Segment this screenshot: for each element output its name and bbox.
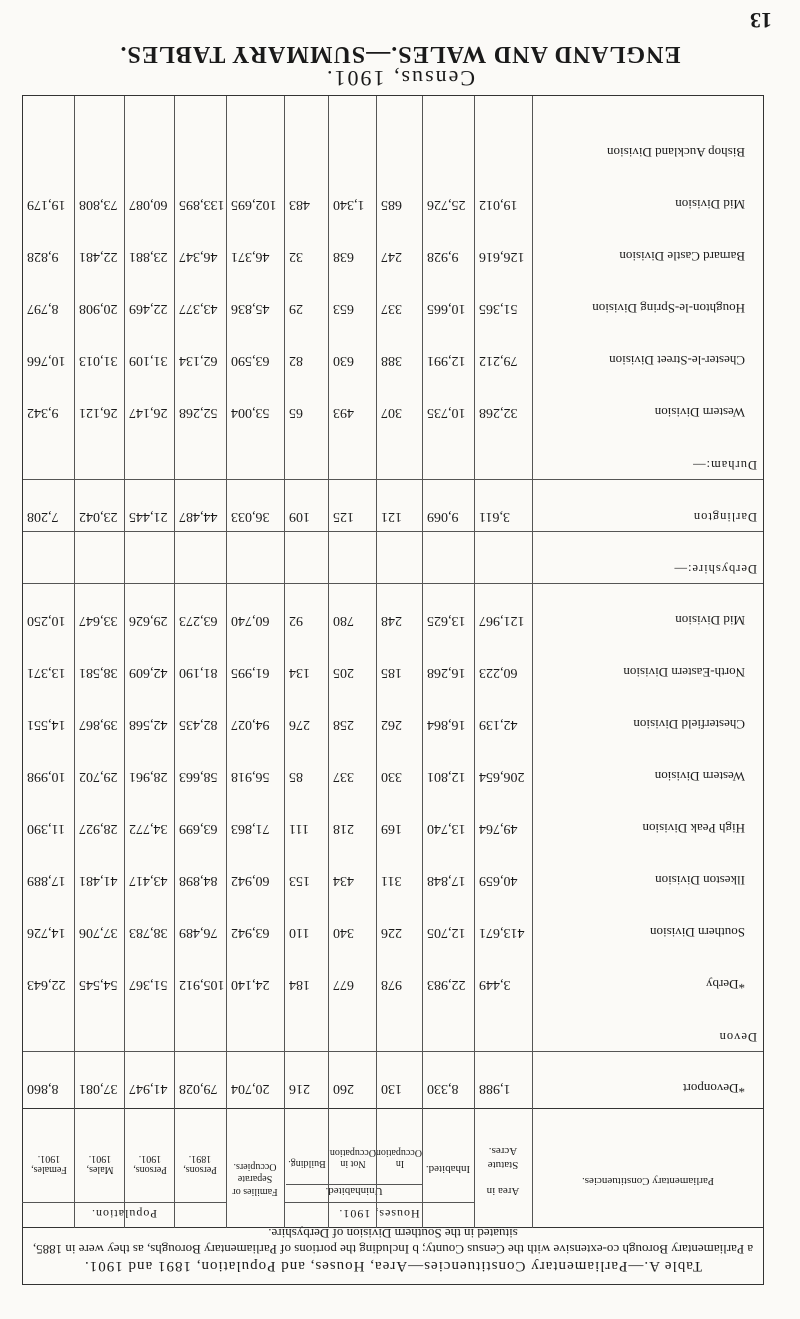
cell-in_occ: 685 xyxy=(381,197,402,212)
cell-not_occ: 218 xyxy=(333,821,354,836)
cell-families: 61,995 xyxy=(231,665,270,680)
cell-building: 216 xyxy=(289,1081,310,1096)
header-males: Males, 1901. xyxy=(86,1153,114,1175)
cell-females: 10,250 xyxy=(27,613,66,628)
cell-building: 29 xyxy=(289,301,303,316)
table-row xyxy=(23,918,763,940)
cell-inhabited: 9,928 xyxy=(427,249,459,264)
header-inhabited: Inhabited. xyxy=(425,1163,471,1175)
cell-p1891: 84,898 xyxy=(179,873,218,888)
cell-females: 14,551 xyxy=(27,717,66,732)
cell-p1891: 105,912 xyxy=(179,977,225,992)
constituency-name: North-Eastern Division xyxy=(623,665,745,680)
cell-p1891: 63,273 xyxy=(179,613,218,628)
constituency-name: Devon xyxy=(718,1030,757,1044)
constituency-name: Ilkeston Division xyxy=(655,873,745,888)
cell-females: 22,643 xyxy=(27,977,66,992)
cell-in_occ: 337 xyxy=(381,301,402,316)
running-head: ENGLAND AND WALES.—SUMMARY TABLES. xyxy=(119,41,681,67)
cell-in_occ: 121 xyxy=(381,509,402,524)
header-constituency xyxy=(533,1109,763,1227)
cell-inhabited: 13,740 xyxy=(427,821,466,836)
section-rule xyxy=(23,479,763,480)
table-row xyxy=(23,606,763,628)
constituency-name: *Devonport xyxy=(682,1081,745,1096)
cell-males: 38,581 xyxy=(79,665,118,680)
cell-p1891: 82,435 xyxy=(179,717,218,732)
cell-inhabited: 16,864 xyxy=(427,717,466,732)
table-row xyxy=(23,450,763,472)
cell-building: 109 xyxy=(289,509,310,524)
table-row xyxy=(23,1022,763,1044)
cell-inhabited: 17,848 xyxy=(427,873,466,888)
cell-not_occ: 630 xyxy=(333,353,354,368)
cell-males: 29,702 xyxy=(79,769,118,784)
cell-p1901: 31,109 xyxy=(129,353,168,368)
cell-building: 184 xyxy=(289,977,310,992)
cell-females: 10,766 xyxy=(27,353,66,368)
cell-families: 63,942 xyxy=(231,925,270,940)
cell-p1901: 22,469 xyxy=(129,301,168,316)
cell-building: 110 xyxy=(289,925,310,940)
header-population-group: Population. xyxy=(22,1202,226,1221)
cell-acres: 1,988 xyxy=(479,1081,511,1096)
cell-inhabited: 22,983 xyxy=(427,977,466,992)
table-row xyxy=(23,710,763,732)
constituency-name: Darlington xyxy=(692,510,757,524)
cell-families: 60,942 xyxy=(231,873,270,888)
cell-in_occ: 130 xyxy=(381,1081,402,1096)
cell-building: 92 xyxy=(289,613,303,628)
cell-males: 20,908 xyxy=(79,301,118,316)
table-title-text: Table A.—Parliamentary Constituencies—Area, Houses, and Population, 1891 and 1901. xyxy=(84,1258,702,1274)
cell-not_occ: 638 xyxy=(333,249,354,264)
cell-males: 39,867 xyxy=(79,717,118,732)
cell-p1901: 21,445 xyxy=(129,509,168,524)
cell-acres: 32,268 xyxy=(479,405,518,420)
cell-families: 53,004 xyxy=(231,405,270,420)
cell-males: 28,927 xyxy=(79,821,118,836)
cell-not_occ: 205 xyxy=(333,665,354,680)
cell-females: 11,390 xyxy=(27,821,65,836)
cell-p1891: 79,028 xyxy=(179,1081,218,1096)
cell-acres: 206,654 xyxy=(479,769,525,784)
section-rule xyxy=(23,1051,763,1052)
cell-acres: 42,139 xyxy=(479,717,518,732)
cell-not_occ: 780 xyxy=(333,613,354,628)
table-row xyxy=(23,242,763,264)
cell-in_occ: 226 xyxy=(381,925,402,940)
cell-building: 82 xyxy=(289,353,303,368)
section-rule xyxy=(23,583,763,584)
header-persons-1891: Persons, 1891. xyxy=(183,1153,217,1175)
cell-in_occ: 311 xyxy=(381,873,402,888)
page-number: 13 xyxy=(750,8,772,33)
cell-acres: 3,611 xyxy=(479,509,510,524)
cell-not_occ: 1,340 xyxy=(333,197,365,212)
cell-p1901: 29,626 xyxy=(129,613,168,628)
cell-males: 31,013 xyxy=(79,353,118,368)
constituency-name: Derbyshire:— xyxy=(673,562,757,576)
cell-inhabited: 25,726 xyxy=(427,197,466,212)
cell-p1901: 26,147 xyxy=(129,405,168,420)
cell-p1901: 42,609 xyxy=(129,665,168,680)
cell-inhabited: 16,268 xyxy=(427,665,466,680)
table-row xyxy=(23,190,763,212)
cell-not_occ: 337 xyxy=(333,769,354,784)
cell-p1891: 62,134 xyxy=(179,353,218,368)
cell-in_occ: 247 xyxy=(381,249,402,264)
cell-in_occ: 169 xyxy=(381,821,402,836)
constituency-name: Barnard Castle Division xyxy=(619,249,745,264)
header-building: Building. xyxy=(288,1158,326,1169)
cell-in_occ: 185 xyxy=(381,665,402,680)
cell-p1901: 23,881 xyxy=(129,249,168,264)
cell-families: 94,027 xyxy=(231,717,270,732)
header-uninhabited: Uninhabited. xyxy=(286,1184,422,1197)
cell-acres: 49,764 xyxy=(479,821,518,836)
cell-not_occ: 340 xyxy=(333,925,354,940)
cell-p1901: 28,961 xyxy=(129,769,168,784)
header-families-label: Families or Separate Occupiers. xyxy=(232,1161,278,1197)
cell-in_occ: 248 xyxy=(381,613,402,628)
cell-building: 153 xyxy=(289,873,310,888)
cell-males: 26,121 xyxy=(79,405,118,420)
cell-females: 9,342 xyxy=(27,405,59,420)
constituency-name: Western Division xyxy=(654,405,745,420)
header-in-occupation: In Occupation. xyxy=(373,1147,422,1169)
cell-inhabited: 10,665 xyxy=(427,301,466,316)
cell-p1891: 63,699 xyxy=(179,821,218,836)
cell-in_occ: 978 xyxy=(381,977,402,992)
cell-inhabited: 12,801 xyxy=(427,769,466,784)
cell-acres: 79,212 xyxy=(479,353,518,368)
cell-acres: 121,967 xyxy=(479,613,525,628)
cell-inhabited: 8,330 xyxy=(427,1081,459,1096)
cell-inhabited: 12,991 xyxy=(427,353,466,368)
cell-females: 7,208 xyxy=(27,509,59,524)
cell-in_occ: 388 xyxy=(381,353,402,368)
cell-families: 36,033 xyxy=(231,509,270,524)
cell-in_occ: 330 xyxy=(381,769,402,784)
header-persons-1901: Persons, 1901. xyxy=(133,1153,167,1175)
header-area xyxy=(474,1109,533,1227)
cell-p1891: 133,895 xyxy=(179,197,225,212)
cell-not_occ: 677 xyxy=(333,977,354,992)
table-row xyxy=(23,398,763,420)
cell-acres: 51,365 xyxy=(479,301,518,316)
cell-females: 9,828 xyxy=(27,249,59,264)
table-header xyxy=(23,1108,763,1228)
header-not-in-occupation: Not in Occupation. xyxy=(327,1147,376,1169)
cell-males: 33,647 xyxy=(79,613,118,628)
cell-building: 85 xyxy=(289,769,303,784)
header-houses-group: Houses, 1901. xyxy=(284,1202,474,1221)
cell-p1891: 46,347 xyxy=(179,249,218,264)
cell-families: 24,140 xyxy=(231,977,270,992)
cell-females: 14,726 xyxy=(27,925,66,940)
cell-families: 46,371 xyxy=(231,249,270,264)
cell-p1891: 43,377 xyxy=(179,301,218,316)
cell-families: 63,590 xyxy=(231,353,270,368)
constituency-name: Chester-le-Street Division xyxy=(609,353,745,368)
cell-p1901: 60,087 xyxy=(129,197,168,212)
table-row xyxy=(23,1074,763,1096)
cell-families: 20,704 xyxy=(231,1081,270,1096)
cell-p1901: 38,783 xyxy=(129,925,168,940)
table-row xyxy=(23,866,763,888)
constituency-name: Bishop Auckland Division xyxy=(607,145,745,160)
cell-acres: 60,223 xyxy=(479,665,518,680)
table-row xyxy=(23,294,763,316)
cell-acres: 413,671 xyxy=(479,925,525,940)
cell-males: 41,481 xyxy=(79,873,118,888)
cell-males: 37,081 xyxy=(79,1081,118,1096)
constituency-name: Chesterfield Division xyxy=(633,717,745,732)
cell-p1891: 58,663 xyxy=(179,769,218,784)
table-row xyxy=(23,970,763,992)
table-row xyxy=(23,658,763,680)
cell-building: 65 xyxy=(289,405,303,420)
cell-not_occ: 260 xyxy=(333,1081,354,1096)
cell-families: 56,918 xyxy=(231,769,270,784)
cell-not_occ: 493 xyxy=(333,405,354,420)
constituency-name: Mid Division xyxy=(675,613,745,628)
cell-inhabited: 13,625 xyxy=(427,613,466,628)
constituency-name: Western Division xyxy=(654,769,745,784)
constituency-name: *Derby xyxy=(706,977,745,992)
cell-building: 111 xyxy=(289,821,309,836)
header-females: Females, 1901. xyxy=(31,1153,67,1175)
cell-inhabited: 12,705 xyxy=(427,925,466,940)
cell-females: 8,860 xyxy=(27,1081,59,1096)
table-row xyxy=(23,554,763,576)
cell-p1891: 76,489 xyxy=(179,925,218,940)
cell-not_occ: 125 xyxy=(333,509,354,524)
cell-inhabited: 9,069 xyxy=(427,509,459,524)
constituency-name: Southern Division xyxy=(650,925,745,940)
cell-acres: 126,616 xyxy=(479,249,525,264)
cell-building: 32 xyxy=(289,249,303,264)
cell-in_occ: 262 xyxy=(381,717,402,732)
header-area-sub: Area in xyxy=(486,1185,520,1197)
cell-p1901: 42,568 xyxy=(129,717,168,732)
table-row xyxy=(23,814,763,836)
cell-males: 23,042 xyxy=(79,509,118,524)
cell-females: 13,371 xyxy=(27,665,66,680)
table-row xyxy=(23,346,763,368)
cell-p1901: 34,772 xyxy=(129,821,168,836)
header-constituency-label: Parliamentary Constituencies. xyxy=(582,1175,714,1187)
running-title: Census, 1901. xyxy=(324,66,476,91)
table-footnote: a Parliamentary Borough co-extensive with the Census County; b Including the portions of Parliamentary Boroughs, as they were in 1885, situated in the Southern Division of Derbyshire. xyxy=(32,1226,754,1257)
constituency-name: Houghton-le-Spring Division xyxy=(592,301,745,316)
cell-not_occ: 434 xyxy=(333,873,354,888)
cell-acres: 40,659 xyxy=(479,873,518,888)
cell-p1891: 52,268 xyxy=(179,405,218,420)
header-families xyxy=(226,1109,285,1227)
cell-p1901: 43,417 xyxy=(129,873,168,888)
cell-families: 45,836 xyxy=(231,301,270,316)
cell-families: 60,740 xyxy=(231,613,270,628)
table-title xyxy=(31,1225,755,1274)
table-row xyxy=(23,762,763,784)
cell-families: 71,863 xyxy=(231,821,270,836)
cell-males: 37,706 xyxy=(79,925,118,940)
cell-males: 54,545 xyxy=(79,977,118,992)
cell-p1901: 41,947 xyxy=(129,1081,168,1096)
cell-building: 276 xyxy=(289,717,310,732)
cell-females: 8,797 xyxy=(27,301,59,316)
cell-males: 22,481 xyxy=(79,249,118,264)
cell-not_occ: 258 xyxy=(333,717,354,732)
cell-families: 102,695 xyxy=(231,197,277,212)
header-houses xyxy=(284,1109,475,1227)
cell-p1891: 44,487 xyxy=(179,509,218,524)
cell-p1901: 51,367 xyxy=(129,977,168,992)
constituency-name: Mid Division xyxy=(675,197,745,212)
cell-females: 17,889 xyxy=(27,873,66,888)
table-row xyxy=(23,138,763,160)
header-area-label: Statute Acres. xyxy=(487,1145,519,1171)
summary-table xyxy=(22,95,764,1285)
table-row xyxy=(23,502,763,524)
cell-not_occ: 653 xyxy=(333,301,354,316)
cell-acres: 19,012 xyxy=(479,197,518,212)
cell-in_occ: 307 xyxy=(381,405,402,420)
cell-building: 483 xyxy=(289,197,310,212)
cell-acres: 3,449 xyxy=(479,977,511,992)
cell-males: 73,808 xyxy=(79,197,118,212)
cell-building: 134 xyxy=(289,665,310,680)
cell-females: 10,998 xyxy=(27,769,66,784)
cell-p1891: 81,190 xyxy=(179,665,218,680)
cell-inhabited: 10,735 xyxy=(427,405,466,420)
constituency-name: Durham:— xyxy=(692,458,757,472)
cell-females: 19,179 xyxy=(27,197,66,212)
constituency-name: High Peak Division xyxy=(642,821,745,836)
section-rule xyxy=(23,531,763,532)
